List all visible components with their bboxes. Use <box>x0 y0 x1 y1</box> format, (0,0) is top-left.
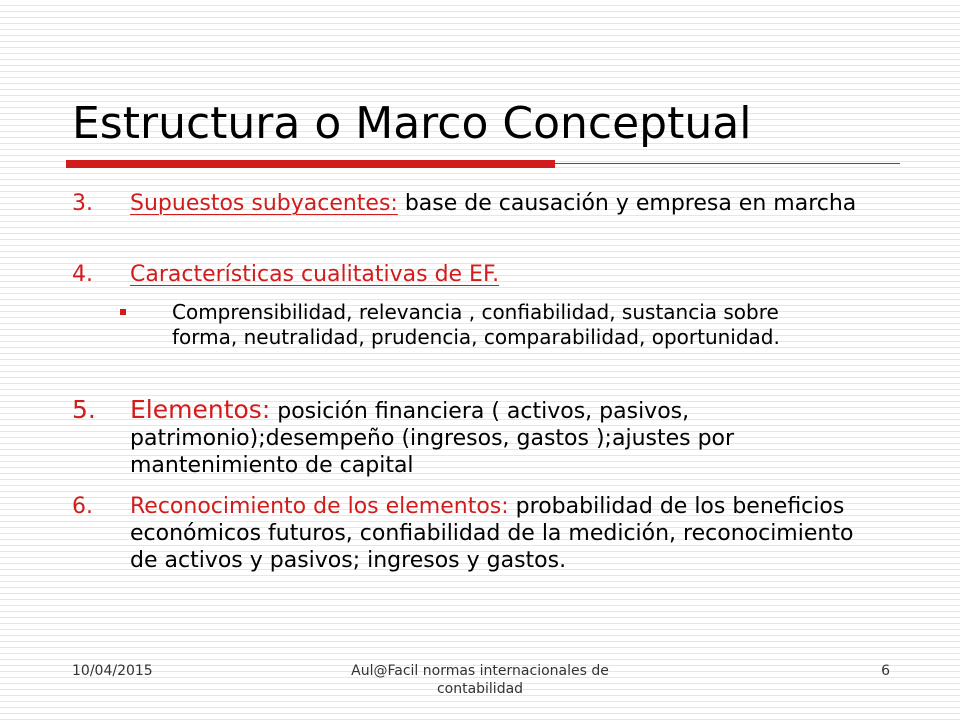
list-item-6 <box>72 493 862 574</box>
list-item-4 <box>72 261 862 288</box>
list-item-3 <box>72 190 862 217</box>
sub-bullet-item <box>120 300 820 350</box>
item-heading: Supuestos subyacentes: <box>130 191 398 216</box>
sub-bullet-text: Comprensibilidad, relevancia , confiabilidad, sustancia sobre forma, neutralidad, prudencia, comparabilidad, oportunidad. <box>172 300 780 349</box>
title-rule-thick <box>66 160 555 168</box>
item-heading: Reconocimiento de los elementos: <box>130 494 509 519</box>
item-text: base de causación y empresa en marcha <box>397 191 857 216</box>
item-number: 4. <box>72 262 93 287</box>
list-item-5 <box>72 396 862 479</box>
item-heading: Elementos: <box>130 395 271 424</box>
title-rule-thin <box>555 163 900 164</box>
item-text: probabilidad de los beneficios económicos futuros, confiabilidad de la medición, reconocimiento de activos y pasivos; ingresos y gastos. <box>130 494 854 573</box>
footer-page-number: 6 <box>881 663 890 679</box>
item-number: 6. <box>72 494 93 519</box>
item-number: 3. <box>72 191 93 216</box>
footer-date: 10/04/2015 <box>72 663 153 679</box>
item-heading: Características cualitativas de EF. <box>130 262 500 287</box>
footer-title: Aul@Facil normas internacionales de contabilidad <box>351 663 609 697</box>
item-text: posición financiera ( activos, pasivos, patrimonio);desempeño (ingresos, gastos );ajustes por mantenimiento de capital <box>130 399 735 478</box>
slide-title: Estructura o Marco Conceptual <box>72 98 752 149</box>
item-number: 5. <box>72 395 96 424</box>
square-bullet-icon <box>120 309 126 315</box>
